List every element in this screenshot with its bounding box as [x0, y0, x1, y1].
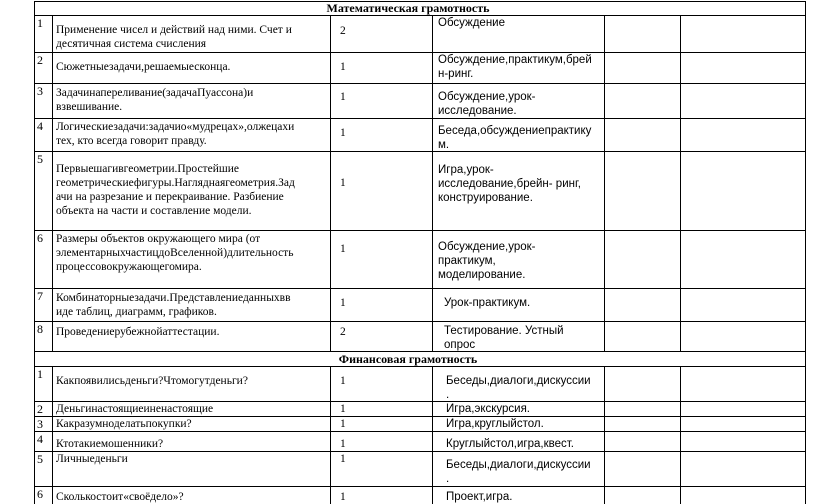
form-cell: Круглыйстол,игра,квест.	[446, 438, 574, 450]
form-cell: Игра,экскурсия.	[446, 403, 530, 415]
table-rule	[34, 15, 806, 16]
table-rule	[432, 15, 433, 351]
topic-cell: Сюжетныезадачи,решаемыесконца.	[56, 61, 231, 73]
topic-cell: Применение чисел и действий над ними. Счет и десятичная система счисления	[56, 24, 292, 50]
hours-cell: 1	[340, 177, 346, 189]
form-cell: Урок-практикум.	[444, 297, 531, 309]
section-title-math: Математическая грамотность	[326, 1, 490, 15]
form-cell: Обсуждение,урок- исследование.	[438, 91, 536, 117]
table-rule	[34, 288, 806, 289]
row-number: 6	[37, 487, 43, 501]
topic-cell: Задачинапереливание(задачаПуассона)и взвешивание.	[56, 87, 254, 113]
table-rule	[34, 486, 806, 487]
row-number: 4	[37, 119, 43, 133]
hours-cell: 1	[340, 418, 346, 430]
table-rule	[34, 366, 806, 367]
hours-cell: 1	[340, 91, 346, 103]
table-rule	[34, 151, 806, 152]
form-cell: Беседы,диалоги,дискуссии .	[446, 459, 591, 485]
table-rule	[330, 366, 331, 504]
row-number: 7	[37, 289, 43, 303]
row-number: 2	[37, 402, 43, 416]
table-rule	[680, 366, 681, 504]
table-rule	[432, 366, 433, 504]
form-cell: Беседа,обсуждениепрактику м.	[438, 125, 592, 151]
table-rule	[604, 366, 605, 504]
table-rule	[34, 118, 806, 119]
row-number: 5	[37, 152, 43, 166]
topic-cell: Первыешагивгеометрии.Простейшие геометрическиефигуры.Нагляднаягеометрия.Зад ачи на разрезание и перекраивание. Разбиение объекта на части и составление модели.	[56, 163, 295, 217]
row-number: 6	[37, 231, 43, 245]
topic-cell: Личныеденьги	[56, 453, 128, 465]
topic-cell: Сколькостоит«своёдело»?	[56, 491, 184, 503]
hours-cell: 1	[340, 61, 346, 73]
table-rule	[680, 15, 681, 351]
form-cell: Обсуждение,практикум,брей н-ринг.	[438, 54, 592, 80]
form-cell: Обсуждение,урок- практикум, моделирование.	[438, 241, 536, 281]
table-rule	[52, 15, 53, 351]
table-rule	[34, 321, 806, 322]
hours-cell: 2	[340, 326, 346, 338]
section-title-finance: Финансовая грамотность	[338, 352, 478, 366]
row-number: 2	[37, 53, 43, 67]
row-number: 1	[37, 16, 43, 30]
form-cell: Игра,круглыйстол.	[446, 418, 544, 430]
topic-cell: Комбинаторныезадачи.Представлениеданныхвв иде таблиц, диаграмм, графиков.	[56, 292, 291, 318]
table-rule	[330, 15, 331, 351]
hours-cell: 1	[340, 491, 346, 503]
hours-cell: 1	[340, 403, 346, 415]
row-number: 8	[37, 322, 43, 336]
hours-cell: 1	[340, 297, 346, 309]
hours-cell: 1	[340, 453, 346, 465]
topic-cell: Логическиезадачи:задачио«мудрецах»,олжецахи тех, кто всегда говорит правду.	[56, 121, 295, 147]
table-rule	[34, 230, 806, 231]
topic-cell: Ктотакиемошенники?	[56, 438, 164, 450]
topic-cell: Какразумноделатьпокупки?	[56, 418, 192, 430]
row-number: 3	[37, 417, 43, 431]
form-cell: Обсуждение	[438, 17, 506, 29]
table-rule	[34, 1, 35, 504]
form-cell: Беседы,диалоги,дискуссии .	[446, 375, 591, 401]
hours-cell: 1	[340, 243, 346, 255]
hours-cell: 1	[340, 127, 346, 139]
hours-cell: 2	[340, 25, 346, 37]
table-rule	[52, 366, 53, 504]
row-number: 5	[37, 452, 43, 466]
row-number: 1	[37, 367, 43, 381]
topic-cell: Проведениерубежнойаттестации.	[56, 326, 220, 338]
hours-cell: 1	[340, 375, 346, 387]
topic-cell: Размеры объектов окружающего мира (от элементарныхчастицдоВселенной)длительность процессовокружающегомира.	[56, 233, 294, 273]
form-cell: Игра,урок- исследование,брейн- ринг, конструирование.	[438, 164, 581, 204]
row-number: 4	[37, 432, 43, 446]
form-cell: Проект,игра.	[446, 491, 513, 503]
table-rule	[34, 83, 806, 84]
row-number: 3	[37, 84, 43, 98]
hours-cell: 1	[340, 438, 346, 450]
table-rule	[604, 15, 605, 351]
table-rule	[34, 431, 806, 432]
topic-cell: Деньгинастоящиеиненастоящие	[56, 403, 214, 415]
table-rule	[805, 1, 806, 504]
topic-cell: Какпоявилисьденьги?Чтомогутденьги?	[56, 375, 248, 387]
form-cell: Тестирование. Устный опрос	[444, 325, 564, 351]
table-rule	[34, 451, 806, 452]
table-rule	[34, 52, 806, 53]
